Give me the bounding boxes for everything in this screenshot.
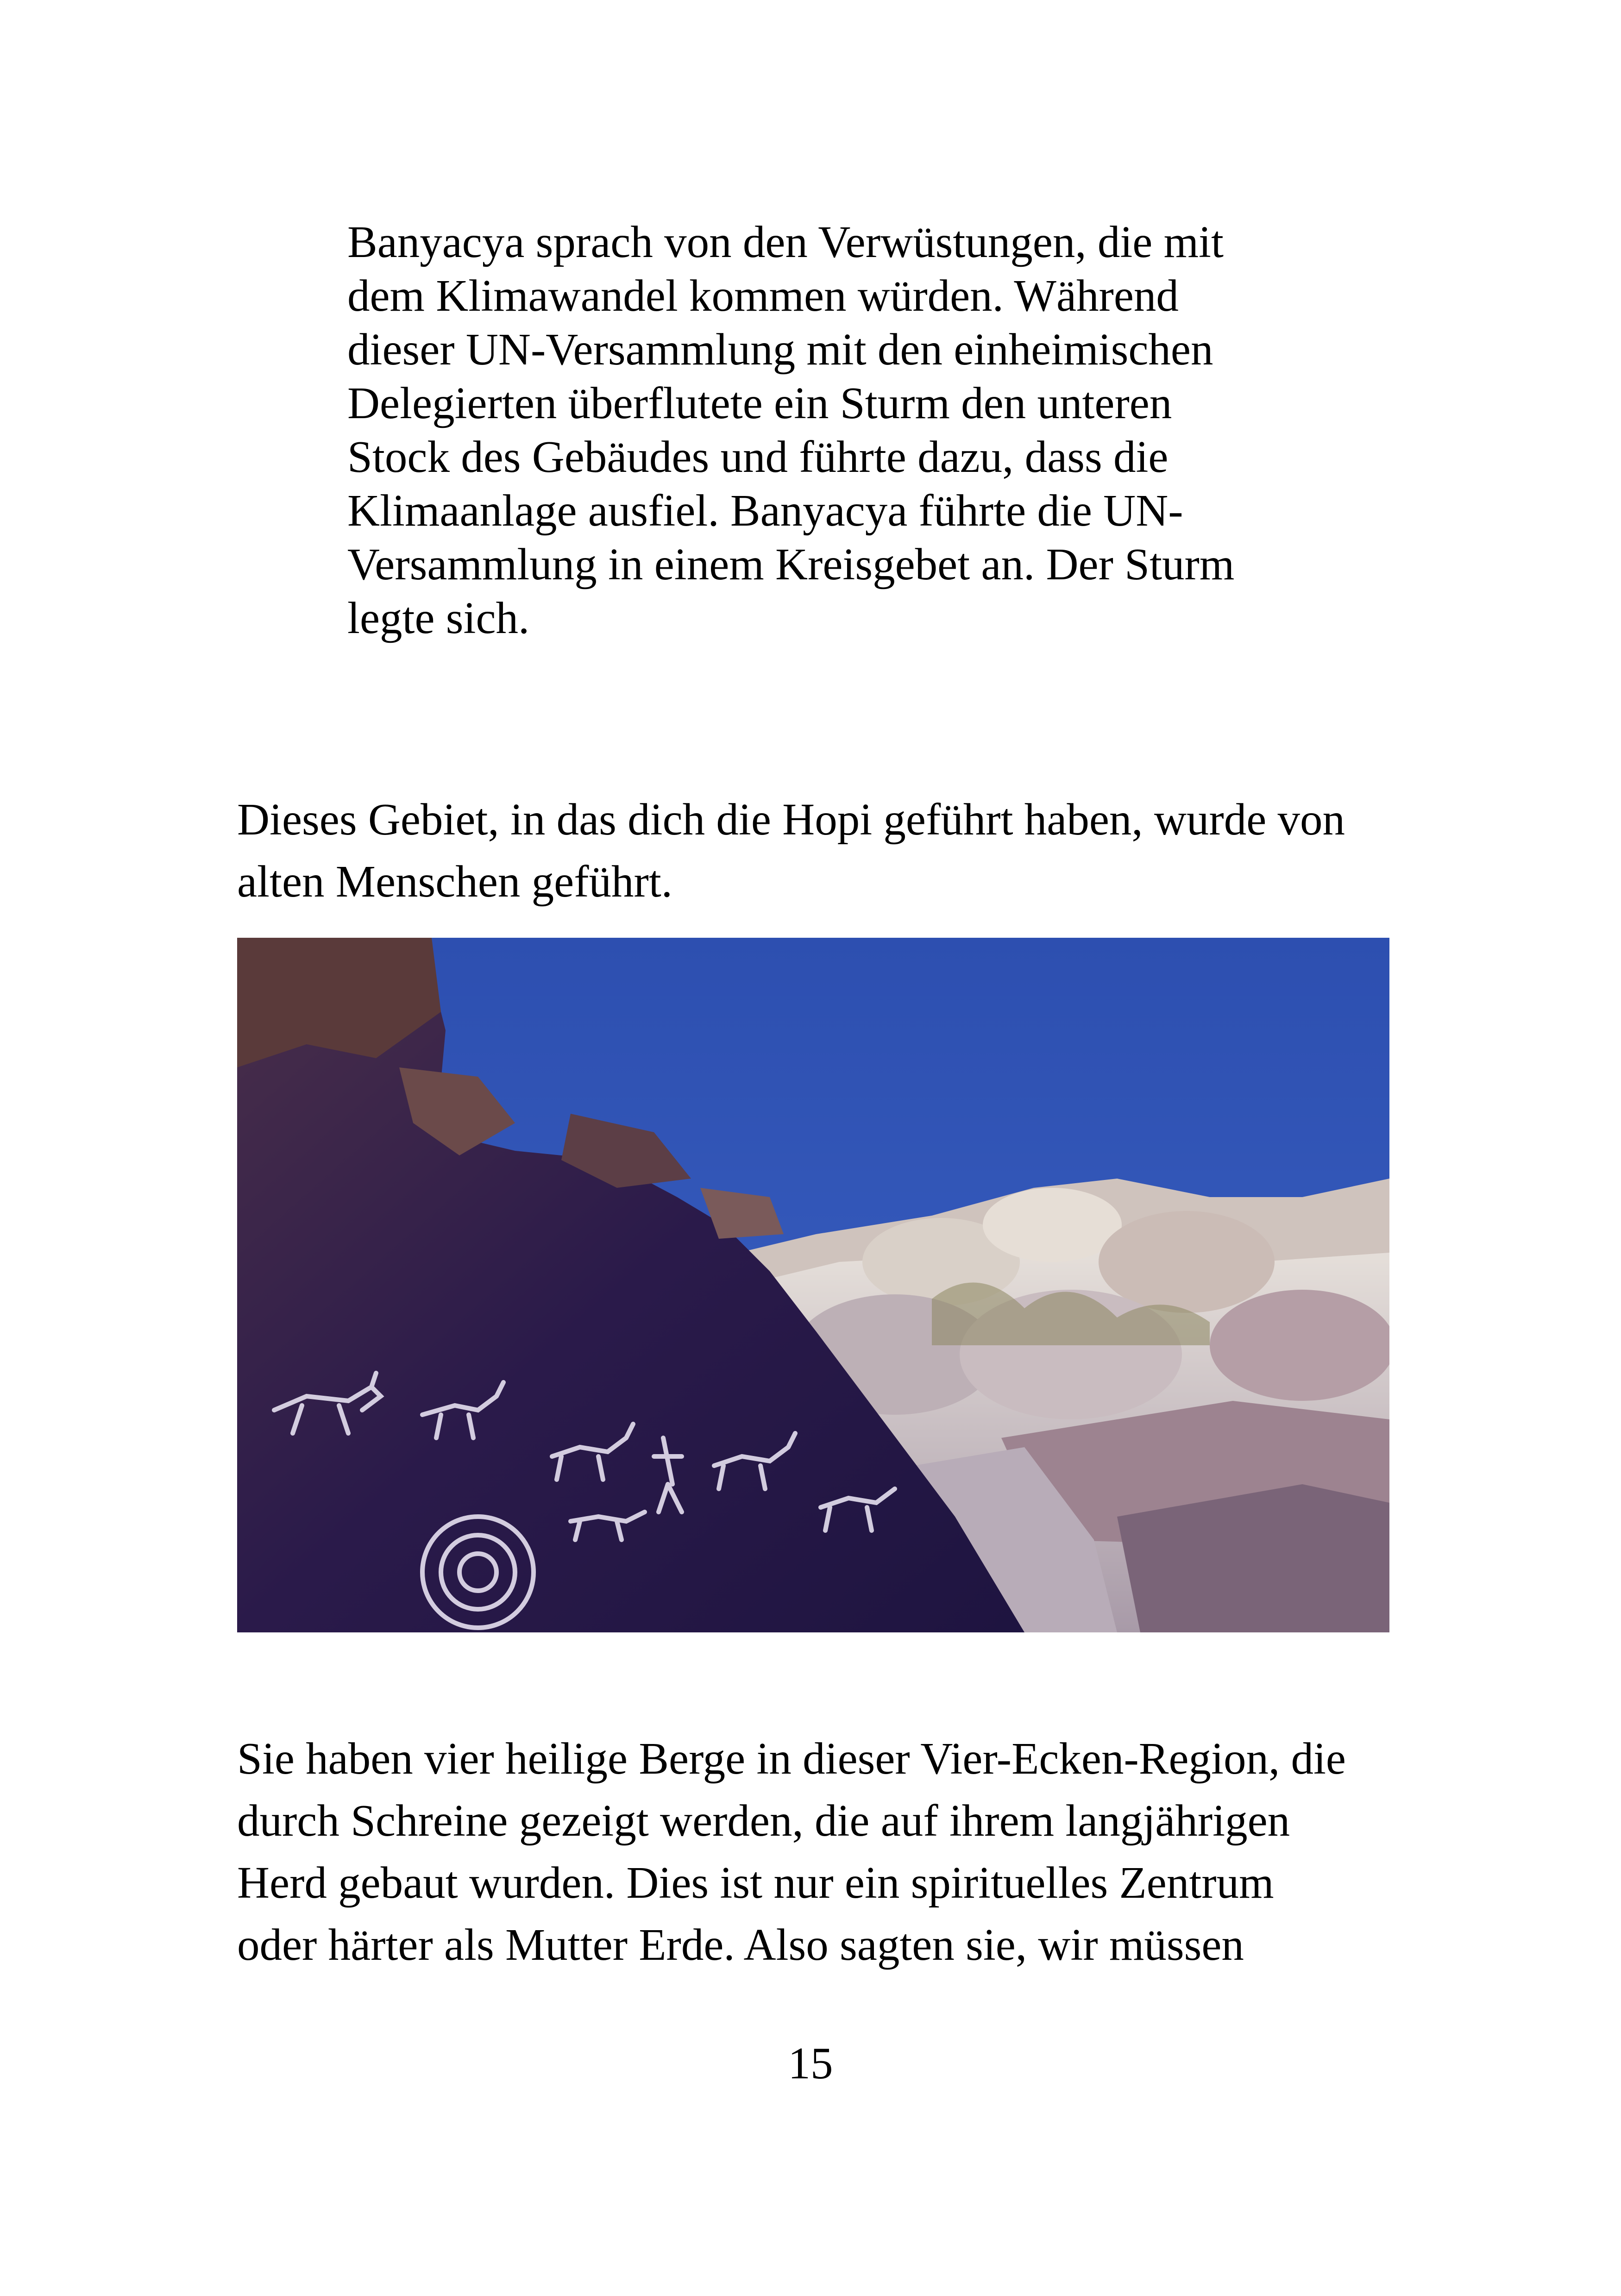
quote-line: Delegierten überflutete ein Sturm den unteren (347, 378, 1172, 428)
quote-line: dem Klimawandel kommen würden. Während (347, 271, 1179, 320)
paragraph-line: Herd gebaut wurden. Dies ist nur ein spirituelles Zentrum (237, 1858, 1274, 1907)
quote-line: Klimaanlage ausfiel. Banyacya führte die UN- (347, 486, 1183, 535)
quote-line: dieser UN-Versammlung mit den einheimischen (347, 325, 1213, 374)
paragraph-line: alten Menschen geführt. (237, 857, 673, 906)
petroglyph-photo (237, 938, 1389, 1632)
quote-line: Stock des Gebäudes und führte dazu, dass die (347, 432, 1169, 482)
paragraph-hopi-area (237, 789, 1395, 913)
paragraph-line: oder härter als Mutter Erde. Also sagten sie, wir müssen (237, 1920, 1244, 1970)
paragraph-line: Dieses Gebiet, in das dich die Hopi geführt haben, wurde von (237, 795, 1345, 844)
quote-line: Versammlung in einem Kreisgebet an. Der Sturm (347, 539, 1235, 589)
block-quote (347, 215, 1320, 645)
page-number: 15 (788, 2039, 833, 2088)
paragraph-line: Sie haben vier heilige Berge in dieser Vier-Ecken-Region, die (237, 1734, 1346, 1783)
petroglyph-photo-art (237, 938, 1389, 1632)
quote-line: legte sich. (347, 593, 530, 643)
paragraph-line: durch Schreine gezeigt werden, die auf ihrem langjährigen (237, 1796, 1290, 1845)
paragraph-sacred-mountains (237, 1728, 1395, 1976)
quote-line: Banyacya sprach von den Verwüstungen, die mit (347, 217, 1224, 267)
